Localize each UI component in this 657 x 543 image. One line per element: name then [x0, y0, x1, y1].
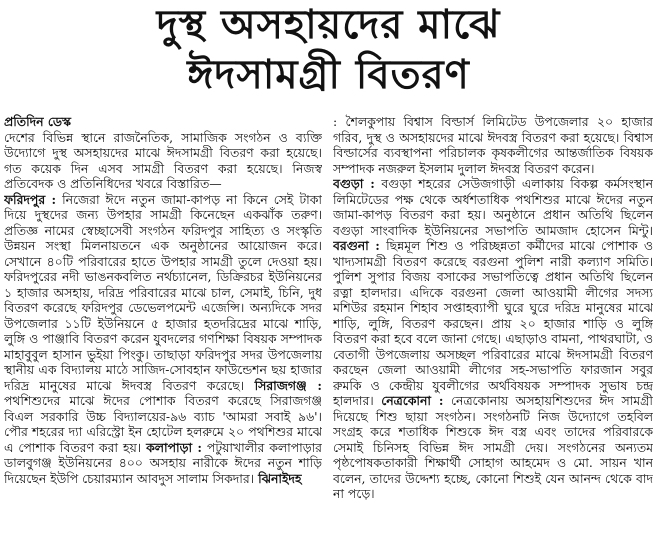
right-column	[333, 114, 653, 540]
netrokona-text: নেত্রকোনায় অসহায়শিশুদের ঈদ সামগ্রী দিয়েছে শিশু ছায়া সংগঠন। সংগঠনটি নিজ উদ্যোগে তহবিল সংগ্রহ করে শতাধিক শিশুকে ঈদ বস্ত্র এবং তাদের পরিবারকে সেমাই চিনিসহ বিভিন্ন ঈদ সামগ্রী দেয়। সংগঠনের অন্যতম পৃষ্ঠপোষকতাকারী শিক্ষার্থী সোহাগ আহমেদ ও মো. সায়ন খান বলেন, তাদের উদ্দেশ্য হচ্ছে, কোনো শিশুই যেন আনন্দ থেকে বাদ না পড়ে।	[333, 393, 653, 501]
dateline-kalapara: কলাপাড়া :	[146, 439, 202, 455]
dateline-sirajganj: সিরাজগঞ্জ :	[254, 377, 322, 393]
bogura-text: বগুড়া শহরের সেউজগাড়ী এলাকায় বিকল্প কর্মসংস্থান লিমিটেডের পক্ষ থেকে অর্ধশতাধিক পথশিশুর মাঝে ঈদের নতুন জামা-কাপড় বিতরণ করা হয়। অনুষ্ঠানে প্রধান অতিথি ছিলেন বগুড়া সাংবাদিক ইউনিয়নের সভাপতি আমজাদ হোসেন মিন্টু।	[333, 176, 653, 238]
byline: প্রতিদিন ডেস্ক	[4, 114, 71, 129]
faridpur-paragraph	[4, 192, 322, 487]
jhenaidah-continued-text: : শৈলকুপায় বিশ্বাস বিল্ডার্স লিমিটেড উপজেলার ২০ হাজার গরিব, দুস্থ ও অসহায়দের মাঝে ঈদবস্ত্র বিতরণ করা হয়েছে। বিশ্বাস বিল্ডার্সের ব্যবস্থাপনা পরিচালক কৃষকলীগের আন্তর্জাতিক বিষয়ক সম্পাদক নজরুল ইসলাম দুলাল ঈদবস্ত্র বিতরণ করেন।	[333, 114, 653, 176]
dateline-barguna: বরগুনা :	[333, 238, 380, 253]
dateline-faridpur: ফরিদপুর :	[4, 191, 57, 207]
headline-line-2: ঈদসামগ্রী বিতরণ	[187, 52, 470, 98]
headline	[0, 0, 657, 112]
faridpur-text: নিজেরা ঈদে নতুন জামা-কাপড় না কিনে সেই টাকা দিয়ে দুস্থদের জন্য উপহার সামগ্রী কিনেছেন একঝাঁক তরুণ। প্রতিজ্ঞ নামের স্বেচ্ছাসেবী সংগঠন ফরিদপুর সাহিত্য ও সংস্কৃতি উন্নয়ন সংস্থা মিলনায়তনে এক অনুষ্ঠানের আয়োজন করে। সেখানে ৪০টি পরিবারের হাতে উপহার সামগ্রী তুলে দেওয়া হয়। ফরিদপুরের নদী ভাঙনকবলিত নর্থচ্যানেল, ডিক্রিরচর ইউনিয়নের ১ হাজার অসহায়, দরিদ্র পরিবারের মাঝে চাল, সেমাই, চিনি, দুধ বিতরণ করেছে ফরিদপুর ডেভেলপমেন্ট এজেন্সি। অন্যদিকে সদর উপজেলার ১১টি ইউনিয়নে ৫ হাজার হতদরিদ্রের মাঝে শাড়ি, লুঙ্গি ও পাঞ্জাবি বিতরণ করেন যুবদলের গণশিক্ষা বিষয়ক সম্পাদক মাহাবুবুল হাসান ভুইয়া পিংকু। তাছাড়া ফরিদপুর সদর উপজেলায় স্থানীয় এক বিদ্যালয় মাঠে সাজিদ-সোবহান ফাউন্ডেশন ছয় হাজার দরিদ্র মানুষের মাঝে ঈদবস্ত্র বিতরণ করেছে।	[4, 191, 322, 393]
bogura-paragraph	[333, 176, 653, 502]
dateline-jhenaidah: ঝিনাইদহ	[258, 470, 302, 486]
left-column	[4, 114, 322, 540]
intro-paragraph	[4, 130, 322, 192]
jhenaidah-continued-paragraph	[333, 114, 653, 176]
dateline-bogura: বগুড়া :	[333, 176, 375, 191]
barguna-text: ছিন্নমূল শিশু ও পরিচ্ছন্নতা কর্মীদের মাঝে পোশাক ও খাদ্যসামগ্রী বিতরণ করেছে বরগুনা পুলিশ নারী কল্যাণ সমিতি। পুলিশ সুপার বিজয় বসাকের সভাপতিত্বে প্রধান অতিথি ছিলেন রত্না হালদার। এদিকে বরগুনা জেলা আওয়ামী লীগের সদস্য মশিউর রহমান শিহাব সপ্তাহব্যাপী ঘুরে ঘুরে দরিদ্র মানুষের মাঝে শাড়ি, লুঙ্গি, বিতরণ করছেন। প্রায় ২০ হাজার শাড়ি ও লুঙ্গি বিতরণ করা হবে বলে জানা গেছে। এছাড়াও বামনা, পাথরঘাটা, ও বেতাগী উপজেলায় অসচ্ছল পরিবারের মাঝে ঈদসামগ্রী বিতরণ করছেন জেলা আওয়ামী লীগের সহ-সভাপতি ফারজান সবুর রুমকি ও কেন্দ্রীয় যুবলীগের অর্থবিষয়ক সম্পাদক সুভাষ চন্দ্র হালদার।	[333, 238, 653, 408]
sirajganj-text: পথশিশুদের মাঝে ঈদের পোশাক বিতরণ করেছে সিরাজগঞ্জ বিএল সরকারি উচ্চ বিদ্যালয়ের-৯৬ ব্যাচ 'আমরা সবাই ৯৬'। পৌর শহরের দ্যা এরিস্ট্রো ইন হোটেল হলরুমে ২০ পথশিশুর মাঝে এ পোশাক বিতরণ করা হয়।	[4, 393, 322, 455]
headline-line-1: দুস্থ অসহায়দের মাঝে	[156, 2, 501, 48]
kalapara-text: পটুয়াখালীর কলাপাড়ার ডালবুগঞ্জ ইউনিয়নের ৪০০ অসহায় নারীকে ঈদের নতুন শাড়ি দিয়েছেন ইউপি চেয়ারম্যান আবদুস সালাম সিকদার।	[4, 439, 322, 486]
dateline-netrokona: নেত্রকোনা :	[381, 393, 444, 408]
intro-text: দেশের বিভিন্ন স্থানে রাজনৈতিক, সামাজিক সংগঠন ও ব্যক্তি উদ্যোগে দুস্থ অসহায়দের মাঝে ঈদসামগ্রী বিতরণ করা হয়েছে। গত কয়েক দিন এসব সামগ্রী বিতরণ করা হয়েছে। নিজস্ব প্রতিবেদক ও প্রতিনিধিদের খবরে বিস্তারিত—	[4, 129, 322, 191]
